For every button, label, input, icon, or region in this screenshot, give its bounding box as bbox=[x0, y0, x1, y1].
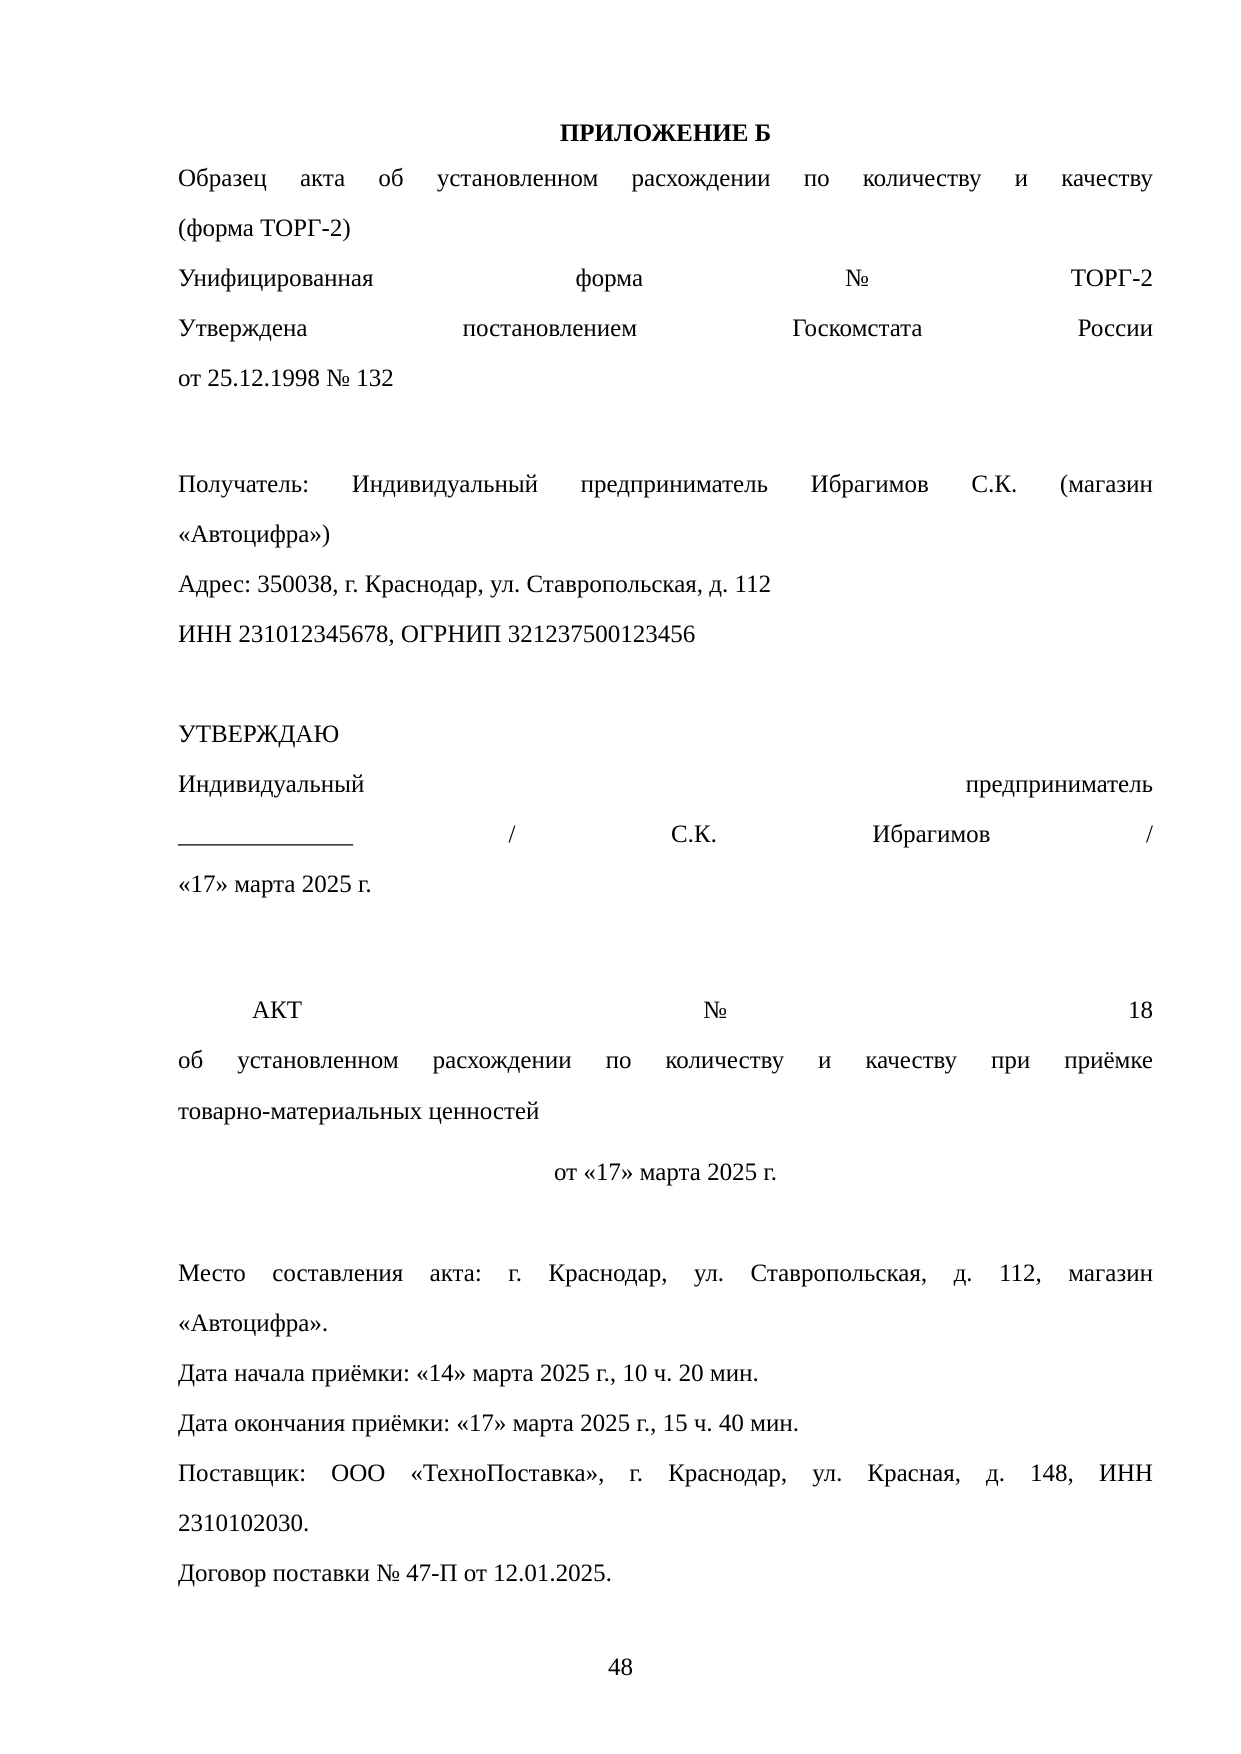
word: № bbox=[844, 265, 869, 292]
word: России bbox=[1077, 315, 1153, 342]
appendix-heading: ПРИЛОЖЕНИЕ Б bbox=[559, 120, 772, 147]
word: г. bbox=[508, 1260, 522, 1287]
word: по bbox=[605, 1047, 632, 1074]
word: № bbox=[703, 997, 727, 1024]
act-subtitle-line-2: товарно-материальных ценностей bbox=[178, 1098, 540, 1125]
approved-date-line: от 25.12.1998 № 132 bbox=[178, 365, 394, 392]
acceptance-end: Дата окончания приёмки: «17» марта 2025 г., 15 ч. 40 мин. bbox=[178, 1410, 799, 1437]
act-date: от «17» марта 2025 г. bbox=[553, 1159, 778, 1186]
word: д. bbox=[986, 1460, 1005, 1487]
word: Индивидуальный bbox=[351, 471, 539, 498]
contract-line: Договор поставки № 47-П от 12.01.2025. bbox=[178, 1560, 612, 1587]
word: С.К. bbox=[670, 821, 717, 848]
act-subtitle-line-1 bbox=[178, 1041, 1153, 1081]
approval-signature-line bbox=[178, 815, 1153, 855]
word: Образец bbox=[178, 165, 267, 192]
word: составления bbox=[272, 1260, 404, 1287]
word: Ибрагимов bbox=[810, 471, 929, 498]
word: приёмке bbox=[1064, 1047, 1153, 1074]
word: / bbox=[1146, 821, 1153, 848]
place-line-2: «Автоцифра». bbox=[178, 1310, 329, 1337]
unified-form-line bbox=[178, 259, 1153, 299]
page-number: 48 bbox=[608, 1654, 633, 1681]
word: расхождении bbox=[432, 1047, 572, 1074]
word: Ставропольская, bbox=[750, 1260, 928, 1287]
word: Госкомстата bbox=[792, 315, 923, 342]
word: об bbox=[178, 1047, 204, 1074]
recipient-line-1 bbox=[178, 465, 1153, 505]
supplier-line-1 bbox=[178, 1454, 1153, 1494]
word: (магазин bbox=[1059, 471, 1153, 498]
word: и bbox=[818, 1047, 832, 1074]
word: расхождении bbox=[631, 165, 771, 192]
word: 148, bbox=[1030, 1460, 1074, 1487]
word: ул. bbox=[693, 1260, 725, 1287]
word: качеству bbox=[1061, 165, 1153, 192]
word: г. bbox=[629, 1460, 644, 1487]
word: постановлением bbox=[462, 315, 638, 342]
word: Индивидуальный bbox=[178, 771, 365, 798]
word: Ибрагимов bbox=[872, 821, 991, 848]
word: акта bbox=[299, 165, 346, 192]
signature-blank: ______________ bbox=[178, 821, 353, 848]
word: 112, bbox=[998, 1260, 1042, 1287]
sample-title-line-1 bbox=[178, 159, 1153, 199]
word: установленном bbox=[436, 165, 599, 192]
word: «ТехноПоставка», bbox=[410, 1460, 605, 1487]
act-title-line bbox=[178, 991, 1153, 1031]
word: Унифицированная bbox=[178, 265, 374, 292]
approval-position-line bbox=[178, 765, 1153, 805]
word: 18 bbox=[1127, 997, 1153, 1024]
word: ИНН bbox=[1098, 1460, 1153, 1487]
approval-title: УТВЕРЖДАЮ bbox=[178, 721, 340, 748]
word: магазин bbox=[1068, 1260, 1153, 1287]
word: Краснодар, bbox=[668, 1460, 788, 1487]
recipient-line-2: «Автоцифра») bbox=[178, 521, 331, 548]
acceptance-start: Дата начала приёмки: «14» марта 2025 г., 10 ч. 20 мин. bbox=[178, 1360, 759, 1387]
word: по bbox=[803, 165, 830, 192]
word: / bbox=[508, 821, 516, 848]
supplier-line-2: 2310102030. bbox=[178, 1510, 310, 1537]
place-line-1 bbox=[178, 1254, 1153, 1294]
word: количеству bbox=[665, 1047, 785, 1074]
word: качеству bbox=[865, 1047, 958, 1074]
word: установленном bbox=[237, 1047, 399, 1074]
word: Красная, bbox=[867, 1460, 961, 1487]
approval-date: «17» марта 2025 г. bbox=[178, 871, 372, 898]
word: ООО bbox=[331, 1460, 386, 1487]
word: АКТ bbox=[252, 997, 302, 1024]
word: Получатель: bbox=[178, 471, 310, 498]
word: предприниматель bbox=[580, 471, 769, 498]
word: Утверждена bbox=[178, 315, 308, 342]
word: ул. bbox=[812, 1460, 843, 1487]
word: и bbox=[1014, 165, 1029, 192]
word: ТОРГ-2 bbox=[1070, 265, 1153, 292]
word: об bbox=[378, 165, 404, 192]
word: акта: bbox=[429, 1260, 482, 1287]
recipient-address: Адрес: 350038, г. Краснодар, ул. Ставропольская, д. 112 bbox=[178, 571, 772, 598]
word: Краснодар, bbox=[548, 1260, 668, 1287]
word: С.К. bbox=[971, 471, 1018, 498]
word: д. bbox=[953, 1260, 973, 1287]
word: Место bbox=[178, 1260, 246, 1287]
word: форма bbox=[575, 265, 644, 292]
approved-by-line bbox=[178, 309, 1153, 349]
recipient-ids: ИНН 231012345678, ОГРНИП 321237500123456 bbox=[178, 621, 696, 648]
word: Поставщик: bbox=[178, 1460, 307, 1487]
sample-title-line-2: (форма ТОРГ-2) bbox=[178, 215, 351, 242]
word: количеству bbox=[862, 165, 982, 192]
word: при bbox=[990, 1047, 1031, 1074]
word: предприниматель bbox=[965, 771, 1153, 798]
